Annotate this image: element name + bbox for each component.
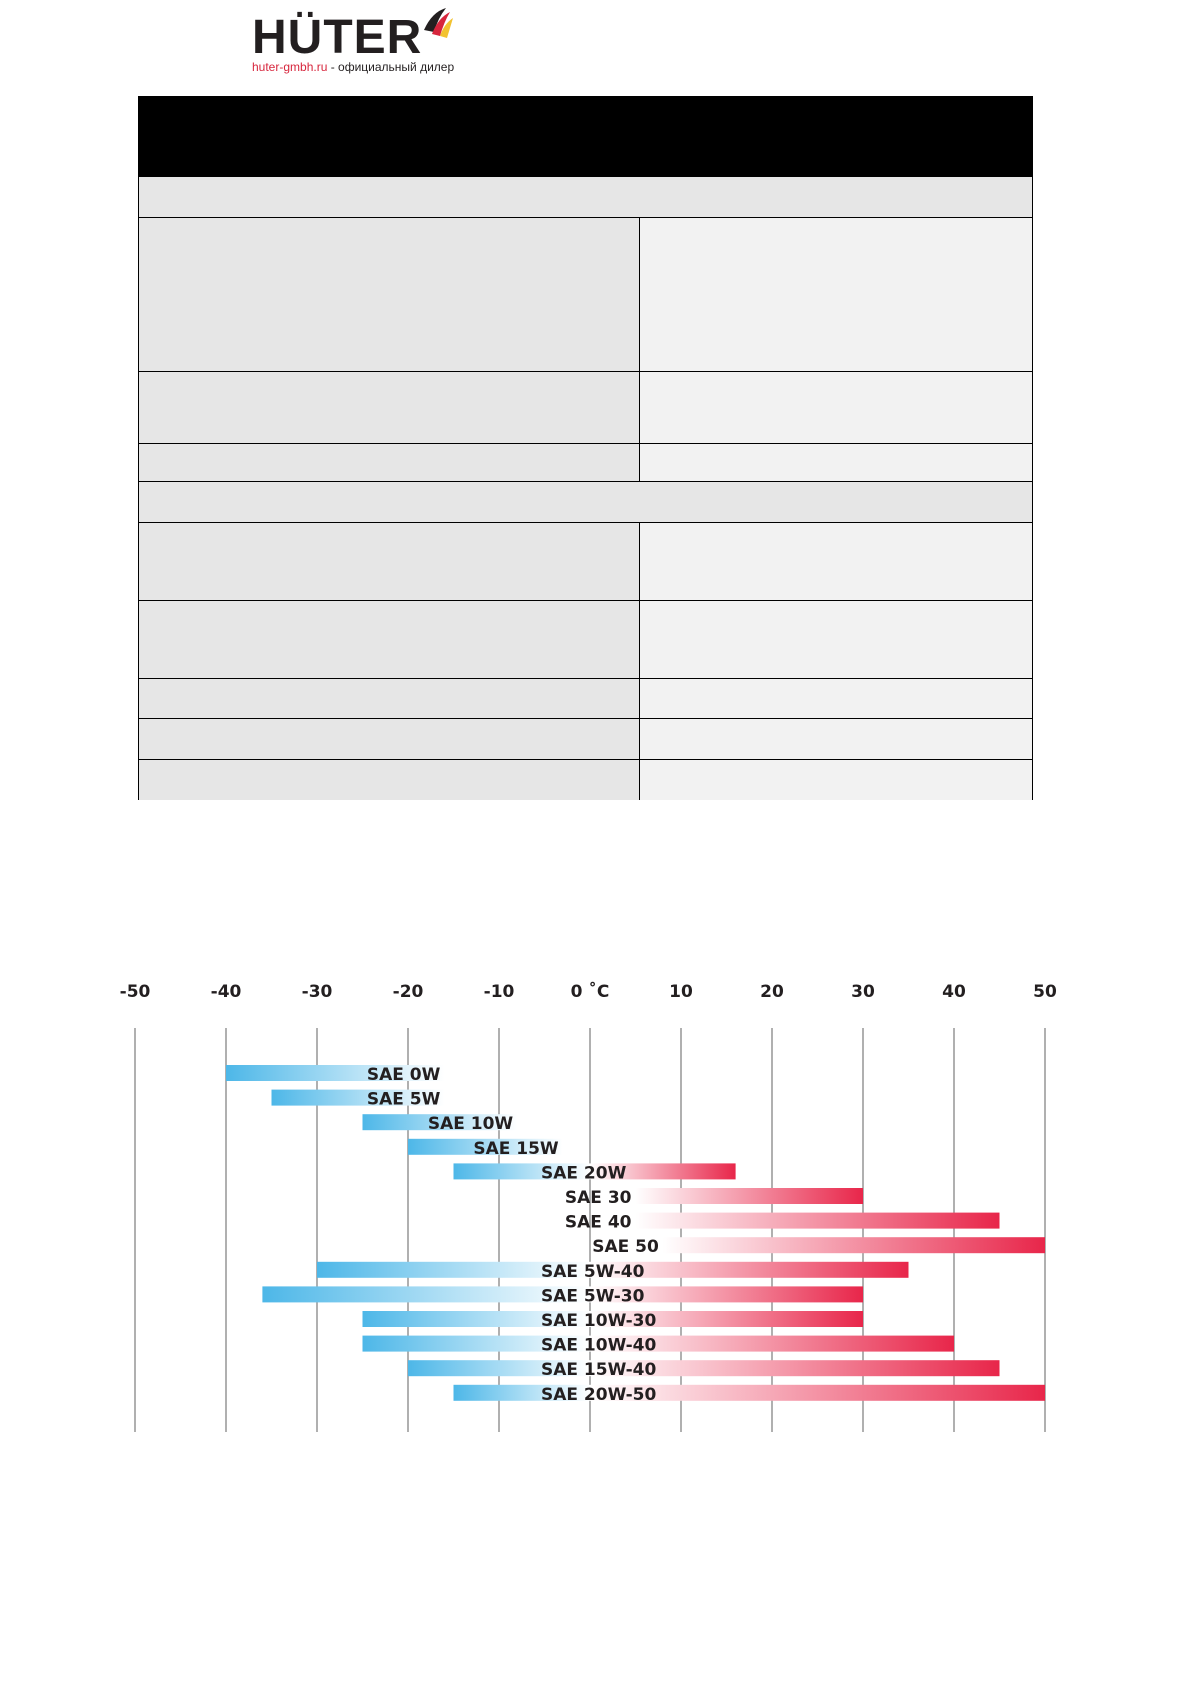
table-cell: [639, 718, 1032, 759]
bar-label: SAE 30: [564, 1188, 632, 1208]
table-cell: [139, 600, 639, 678]
logo-tagline: [252, 60, 454, 74]
table-row: [139, 678, 1032, 718]
logo-dealer-text: - официальный дилер: [327, 60, 455, 74]
x-tick-label: -30: [301, 982, 333, 1002]
x-tick-label: 0 ˚C: [570, 982, 610, 1002]
table-cell: [139, 217, 639, 371]
table-cell: [639, 522, 1032, 600]
table-section-row: [139, 481, 1032, 522]
bar-label: SAE 5W-40: [541, 1261, 645, 1282]
table-cell: [639, 371, 1032, 443]
table-cell: [639, 217, 1032, 371]
bar-label: SAE 5W: [366, 1089, 441, 1110]
bar-hot-segment: [636, 1188, 864, 1204]
oil-viscosity-temperature-chart: [0, 960, 1191, 1440]
table-cell: [139, 678, 639, 718]
bar-label: SAE 40: [564, 1212, 632, 1233]
x-tick-label: 40: [942, 982, 966, 1002]
logo-wordmark: HÜTER: [252, 11, 423, 64]
table-row: [139, 522, 1032, 600]
x-tick-label: 50: [1033, 982, 1057, 1002]
table-row: [139, 600, 1032, 678]
huter-logo: [252, 8, 482, 78]
bar-label: SAE 10W-40: [541, 1335, 657, 1356]
bar-hot-segment: [663, 1237, 1045, 1253]
table-header: [139, 97, 1032, 176]
viscosity-bar: [636, 1188, 864, 1204]
logo-site: huter-gmbh.ru: [252, 60, 328, 74]
viscosity-bar: [408, 1360, 1000, 1376]
bar-label: SAE 20W: [541, 1163, 627, 1184]
table-cell: [139, 371, 639, 443]
table-cell: [639, 600, 1032, 678]
bar-label: SAE 50: [592, 1237, 659, 1258]
bar-label: SAE 10W: [427, 1114, 514, 1135]
table-section-row: [139, 176, 1032, 217]
table-row: [139, 443, 1032, 481]
bar-label: SAE 15W-40: [541, 1360, 657, 1381]
table-cell: [139, 759, 639, 800]
table-row: [139, 759, 1032, 800]
spec-table: [138, 96, 1033, 800]
table-row: [139, 371, 1032, 443]
bar-label: SAE 5W-30: [541, 1286, 645, 1307]
bar-label: SAE 15W: [473, 1138, 559, 1159]
table-cell: [139, 718, 639, 759]
x-tick-label: 20: [760, 982, 784, 1002]
table-row: [139, 718, 1032, 759]
x-axis-tick-labels: [120, 980, 1057, 1002]
flag-swoosh-icon: [420, 6, 454, 40]
x-tick-label: -10: [483, 982, 515, 1002]
table-row: [139, 217, 1032, 371]
table-cell: [639, 443, 1032, 481]
bar-label: SAE 10W-30: [541, 1311, 657, 1331]
table-cell: [139, 443, 639, 481]
x-tick-label: 10: [669, 982, 693, 1002]
viscosity-bar: [363, 1336, 955, 1352]
viscosity-bar: [663, 1237, 1045, 1253]
table-cell: [139, 522, 639, 600]
x-tick-label: -40: [210, 982, 242, 1002]
x-tick-label: 30: [851, 982, 875, 1002]
bar-label: SAE 0W: [366, 1065, 441, 1085]
bar-hot-segment: [590, 1385, 1045, 1401]
table-cell: [639, 678, 1032, 718]
x-tick-label: -20: [392, 982, 424, 1002]
x-tick-label: -50: [119, 982, 151, 1002]
table-cell: [639, 759, 1032, 800]
bar-label: SAE 20W-50: [541, 1384, 657, 1405]
viscosity-bar: [636, 1213, 1000, 1229]
bar-hot-segment: [636, 1213, 1000, 1229]
